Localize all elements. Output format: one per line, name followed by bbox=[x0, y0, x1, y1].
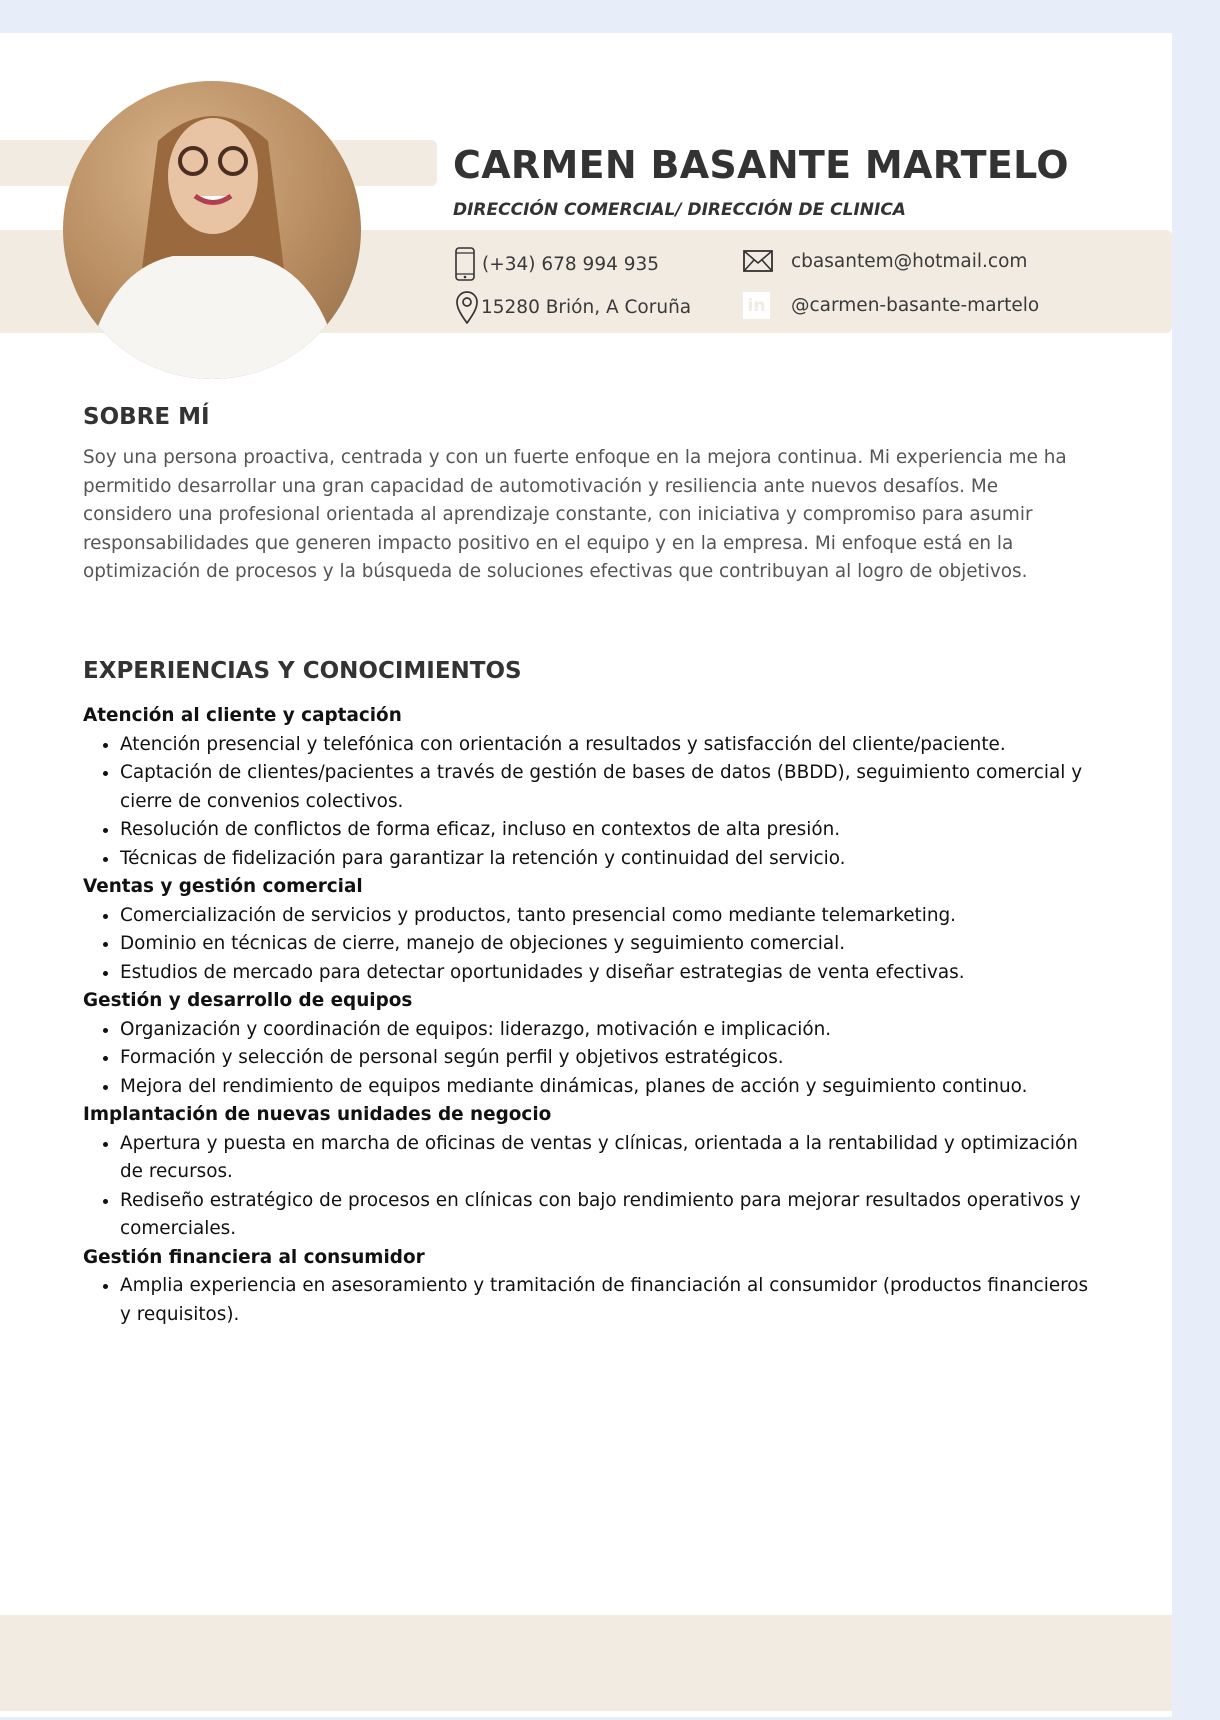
about-heading: SOBRE MÍ bbox=[83, 404, 210, 430]
location-text: 15280 Brión, A Coruña bbox=[481, 296, 692, 318]
experience-bullet-list bbox=[83, 731, 1093, 874]
experience-bullet-list bbox=[83, 902, 1093, 988]
linkedin-icon: in bbox=[743, 292, 770, 319]
location-pin-icon bbox=[455, 290, 479, 324]
phone-contact bbox=[454, 247, 659, 281]
experience-bullet-list bbox=[83, 1272, 1093, 1329]
experience-bullet-item: • Organización y coordinación de equipos: liderazgo, motivación e implicación. bbox=[120, 1016, 1093, 1045]
experience-group-heading: Gestión y desarrollo de equipos bbox=[83, 990, 413, 1011]
experience-bullet-item: • Resolución de conflictos de forma eficaz, incluso en contextos de alta presión. bbox=[120, 816, 1093, 845]
linkedin-link[interactable]: @carmen-basante-martelo bbox=[791, 295, 1040, 316]
experience-bullet-item: • Estudios de mercado para detectar oportunidades y diseñar estrategias de venta efectivas. bbox=[120, 959, 1093, 988]
experience-bullet-item: • Rediseño estratégico de procesos en clínicas con bajo rendimiento para mejorar resultados operativos y comerciales. bbox=[120, 1187, 1093, 1244]
experience-bullet-item: • Mejora del rendimiento de equipos mediante dinámicas, planes de acción y seguimiento continuo. bbox=[120, 1073, 1093, 1102]
candidate-role: DIRECCIÓN COMERCIAL/ DIRECCIÓN DE CLINICA bbox=[453, 200, 906, 220]
email-contact bbox=[743, 249, 1027, 273]
experience-bullet-item: • Comercialización de servicios y productos, tanto presencial como mediante telemarketing. bbox=[120, 902, 1093, 931]
experience-bullet-item: • Técnicas de fidelización para garantizar la retención y continuidad del servicio. bbox=[120, 845, 1093, 874]
experience-group-heading: Atención al cliente y captación bbox=[83, 705, 402, 726]
experience-heading: EXPERIENCIAS Y CONOCIMIENTOS bbox=[83, 658, 522, 684]
candidate-name: CARMEN BASANTE MARTELO bbox=[453, 143, 1069, 187]
profile-photo bbox=[63, 81, 361, 379]
experience-group-heading: Ventas y gestión comercial bbox=[83, 876, 363, 897]
experience-group-heading: Implantación de nuevas unidades de negocio bbox=[83, 1104, 552, 1125]
experience-bullet-item: • Amplia experiencia en asesoramiento y tramitación de financiación al consumidor (productos financieros y requisitos). bbox=[120, 1272, 1093, 1329]
about-text: Soy una persona proactiva, centrada y con un fuerte enfoque en la mejora continua. Mi experiencia me ha permitido desarrollar una gran capacidad de automotivación y resiliencia ante nuevos desafíos. Me considero una profesional orientada al aprendizaje constante, con iniciativa y compromiso para asumir responsabilidades que generen impacto positivo en el equipo y en la empresa. Mi enfoque está en la optimización de procesos y la búsqueda de soluciones efectivas que contribuyan al logro de objetivos. bbox=[83, 447, 1067, 582]
linkedin-contact bbox=[743, 292, 1039, 319]
experience-bullet-item: • Captación de clientes/pacientes a través de gestión de bases de datos (BBDD), seguimiento comercial y cierre de convenios colectivos. bbox=[120, 759, 1093, 816]
experience-bullet-item: • Atención presencial y telefónica con orientación a resultados y satisfacción del cliente/paciente. bbox=[120, 731, 1093, 760]
resume-page bbox=[0, 33, 1172, 1717]
experience-group-heading: Gestión financiera al consumidor bbox=[83, 1246, 425, 1268]
footer-band bbox=[0, 1615, 1172, 1711]
email-icon bbox=[743, 249, 773, 273]
email-link[interactable]: cbasantem@hotmail.com bbox=[791, 250, 1028, 272]
location-contact bbox=[455, 290, 691, 324]
phone-text[interactable]: (+34) 678 994 935 bbox=[482, 253, 660, 275]
experience-bullet-item: • Dominio en técnicas de cierre, manejo de objeciones y seguimiento comercial. bbox=[120, 930, 1093, 959]
experience-bullet-list bbox=[83, 1130, 1093, 1244]
experience-bullet-item: • Formación y selección de personal según perfil y objetivos estratégicos. bbox=[120, 1044, 1093, 1073]
phone-icon bbox=[454, 247, 476, 281]
experience-bullet-item: • Apertura y puesta en marcha de oficinas de ventas y clínicas, orientada a la rentabilidad y optimización de recursos. bbox=[120, 1130, 1093, 1187]
experience-list bbox=[83, 702, 1093, 1329]
experience-bullet-list bbox=[83, 1016, 1093, 1102]
